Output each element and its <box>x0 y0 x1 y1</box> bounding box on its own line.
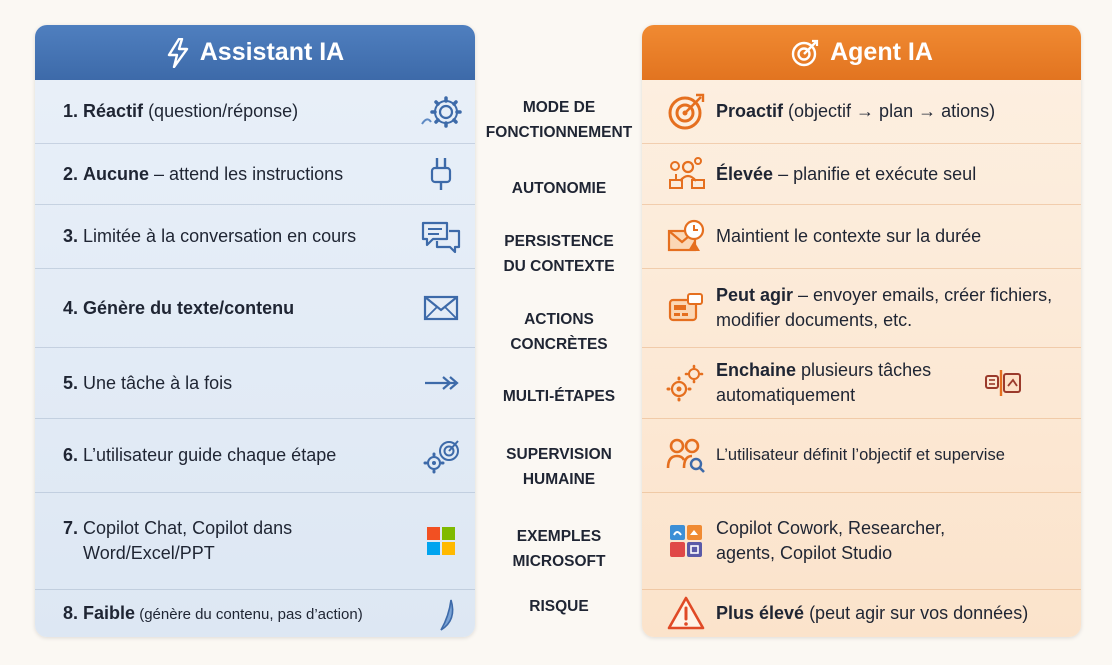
agent-header <box>642 25 1081 80</box>
warning-icon <box>666 594 706 634</box>
chat-icon <box>419 217 463 257</box>
assistant-row-5: 5. Une tâche à la fois <box>35 348 475 419</box>
agent-row-3: Maintient le contexte sur la durée <box>642 205 1081 269</box>
agent-title: Agent IA <box>830 38 933 66</box>
user-supervise-icon <box>666 436 706 476</box>
envelope-icon <box>419 288 463 328</box>
assistant-row-4: 4. Génère du texte/contenu <box>35 269 475 348</box>
agent-row-2: Élevée – planifie et exécute seul <box>642 144 1081 205</box>
agent-row-6: L’utilisateur définit l’objectif et supervise <box>642 419 1081 493</box>
assistant-row-6: 6. L’utilisateur guide chaque étape <box>35 419 475 493</box>
agent-row-8: Plus élevé (peut agir sur vos données) <box>642 590 1081 637</box>
double-arrow-icon <box>419 363 463 403</box>
apps-icon <box>666 521 706 561</box>
target-icon <box>666 92 706 132</box>
criterion-supervision: SUPERVISION HUMAINE <box>506 446 612 488</box>
criterion-persistence: PERSISTENCE DU CONTEXTE <box>503 233 615 275</box>
assistant-row-7: 7. Copilot Chat, Copilot dans Word/Excel/PPT <box>35 493 475 590</box>
assistant-title: Assistant IA <box>199 38 345 66</box>
criterion-exemples: EXEMPLES MICROSOFT <box>512 527 606 570</box>
gear-target-icon <box>419 436 463 476</box>
plug-icon <box>419 154 463 194</box>
assistant-row-2: 2. Aucune – attend les instructions <box>35 144 475 205</box>
agent-panel <box>642 25 1081 637</box>
agent-row-7: Copilot Cowork, Researcher, agents, Copilot Studio <box>642 493 1081 590</box>
people-gear-icon <box>666 154 706 194</box>
criterion-mode: MODE DE FONCTIONNEMENT <box>485 99 633 141</box>
gears-icon <box>666 363 706 403</box>
envelope-clock-icon <box>666 217 706 257</box>
assistant-header <box>35 25 475 80</box>
assistant-row-8: 8. Faible (génère du contenu, pas d’action) <box>35 590 475 637</box>
feather-icon <box>437 594 463 634</box>
target-icon <box>790 38 820 68</box>
assistant-row-1: 1. Réactif (question/réponse) <box>35 80 475 144</box>
card-action-icon <box>666 288 706 328</box>
microsoft-logo-icon <box>419 521 463 561</box>
assistant-panel <box>35 25 475 637</box>
agent-row-5: Enchaine plusieurs tâches automatiquement <box>642 348 1081 419</box>
criterion-risque: RISQUE <box>529 598 589 615</box>
criterion-actions: ACTIONS CONCRÈTES <box>510 310 608 353</box>
criterion-multi-etapes: MULTI-ÉTAPES <box>502 388 616 405</box>
assistant-row-3: 3. Limitée à la conversation en cours <box>35 205 475 269</box>
workflow-doc-icon <box>984 366 1024 400</box>
gear-icon <box>419 92 463 132</box>
criterion-autonomie: AUTONOMIE <box>511 180 607 197</box>
agent-row-1: Proactif (objectif → plan → ations) <box>642 80 1081 144</box>
lightning-icon <box>166 38 190 68</box>
agent-row-4: Peut agir – envoyer emails, créer fichiers, modifier documents, etc. <box>642 269 1081 348</box>
